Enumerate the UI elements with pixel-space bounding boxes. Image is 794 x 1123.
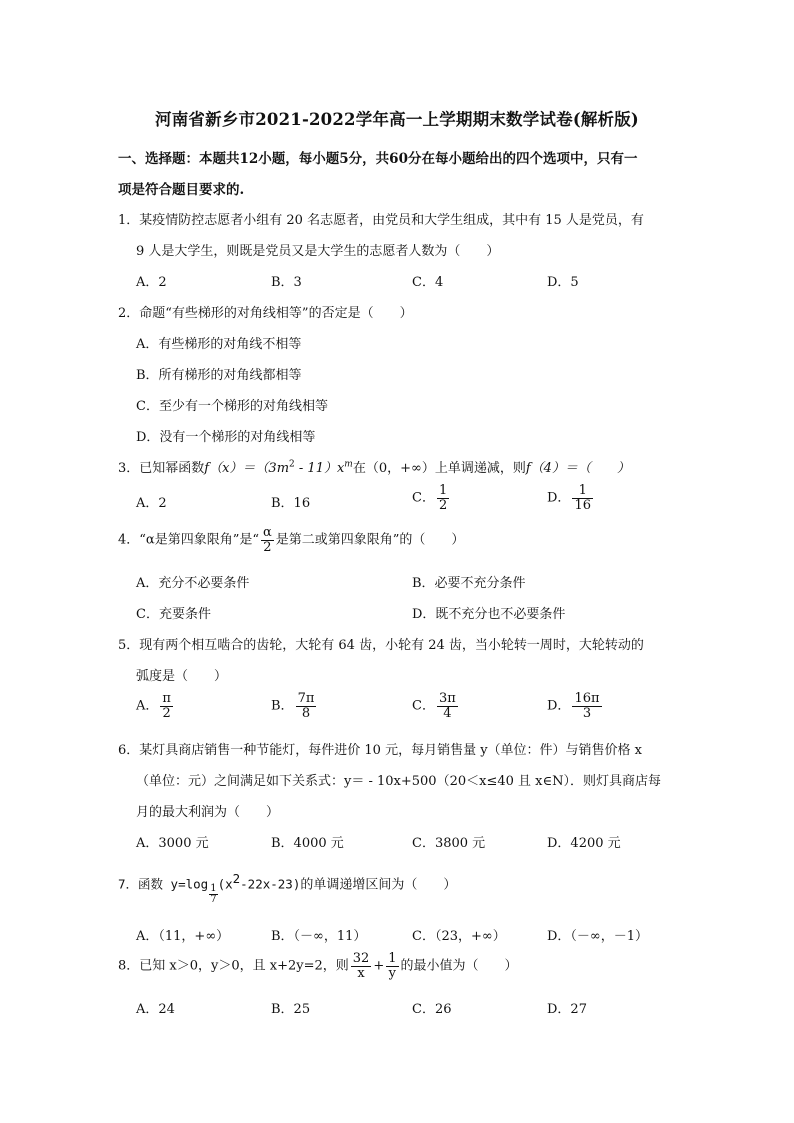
q2-option-a: A．有些梯形的对角线不相等 bbox=[136, 337, 302, 352]
q3-option-c-numerator: 1 bbox=[438, 483, 448, 498]
q6-option-a: A．3000 元 bbox=[136, 836, 209, 851]
q5-option-c-numerator: 3π bbox=[438, 691, 456, 706]
q1-option-d: D．5 bbox=[547, 275, 579, 290]
q5-option-b-fraction bbox=[296, 692, 317, 720]
q8-option-a: A．24 bbox=[136, 1002, 175, 1017]
q6-stem-line2: （单位：元）之间满足如下关系式：y＝ - 10x+500（20＜x≤40 且 x∈N）．则灯具商店每 bbox=[136, 774, 661, 789]
q3-option-c-fraction bbox=[437, 484, 449, 512]
q3-square: 2 bbox=[289, 459, 295, 470]
q2-stem: 2．命题“有些梯形的对角线相等”的否定是（ ） bbox=[118, 306, 413, 321]
q7-option-a: A．（11，+∞） bbox=[136, 929, 230, 944]
q4-option-c: C．充要条件 bbox=[136, 607, 211, 622]
q5-option-c-fraction bbox=[437, 692, 458, 720]
q3-option-c-denominator: 2 bbox=[438, 497, 448, 513]
q2-option-c: C．至少有一个梯形的对角线相等 bbox=[136, 399, 328, 414]
q5-option-a-denominator: 2 bbox=[162, 705, 171, 721]
q3-option-d-label: D． bbox=[547, 490, 571, 506]
q2-option-b: B．所有梯形的对角线都相等 bbox=[136, 368, 302, 383]
q5-option-b-denominator: 8 bbox=[301, 705, 311, 721]
q7-log-base-denominator: 7 bbox=[210, 894, 217, 906]
q1-option-a: A．2 bbox=[136, 275, 167, 290]
q8-stem bbox=[118, 952, 518, 980]
q2-option-d: D．没有一个梯形的对角线相等 bbox=[136, 430, 316, 445]
q7-argument-square: 2 bbox=[232, 871, 241, 886]
q3-option-b: B．16 bbox=[271, 496, 311, 511]
q5-option-d bbox=[547, 692, 604, 720]
q3-f4: f（4）＝（ ） bbox=[525, 461, 630, 476]
q8-fraction-1 bbox=[351, 952, 372, 980]
q5-stem-line1: 5．现有两个相互啮合的齿轮，大轮有 64 齿，小轮有 24 齿，当小轮转一周时，大轮转动的 bbox=[118, 638, 644, 653]
q8-suffix: 的最小值为（ ） bbox=[400, 958, 518, 974]
q5-option-c-denominator: 4 bbox=[443, 705, 452, 721]
q3-option-c-label: C． bbox=[412, 490, 435, 506]
q5-option-a-label: A． bbox=[136, 698, 159, 714]
q8-prefix: 8．已知 x＞0，y＞0，且 x+2y=2，则 bbox=[118, 958, 349, 974]
q1-option-b: B．3 bbox=[271, 275, 302, 290]
q8-option-d: D．27 bbox=[547, 1002, 587, 1017]
q4-option-b: B．必要不充分条件 bbox=[412, 576, 526, 591]
q6-stem-line3: 月的最大利润为（ ） bbox=[136, 805, 280, 820]
q5-option-c bbox=[412, 692, 460, 720]
q3-option-d-denominator: 16 bbox=[574, 497, 591, 513]
q7-log-base bbox=[209, 884, 217, 905]
q4-suffix: 是第二或第四象限角”的（ ） bbox=[275, 532, 465, 548]
q5-option-d-fraction bbox=[572, 692, 601, 720]
page-title: 河南省新乡市2021-2022学年高一上学期期末数学试卷(解析版) bbox=[155, 110, 639, 129]
q7-argument-b: -22x-23) bbox=[240, 876, 301, 892]
q3-option-c bbox=[412, 484, 451, 512]
q3-suffix: 在（0，+∞）上单调递减，则 bbox=[352, 461, 526, 476]
q5-option-b bbox=[271, 692, 318, 720]
q7-option-d: D．（－∞，－1） bbox=[547, 929, 649, 944]
q1-stem-line2: 9 人是大学生，则既是党员又是大学生的志愿者人数为（ ） bbox=[136, 244, 500, 259]
q4-option-a: A．充分不必要条件 bbox=[136, 576, 250, 591]
q3-function-mid: - 11）x bbox=[294, 461, 345, 476]
q8-fraction-1-numerator: 32 bbox=[352, 951, 370, 966]
q8-fraction-2 bbox=[386, 952, 398, 980]
q5-stem-line2: 弧度是（ ） bbox=[136, 669, 228, 684]
q5-option-d-numerator: 16π bbox=[574, 691, 600, 706]
q3-exponent: m bbox=[344, 459, 353, 470]
q8-plus: + bbox=[373, 958, 385, 974]
section-heading-line1: 一、选择题：本题共12小题，每小题5分，共60分在每小题给出的四个选项中，只有一 bbox=[118, 151, 638, 167]
q5-option-d-denominator: 3 bbox=[582, 705, 592, 721]
q6-option-b: B．4000 元 bbox=[271, 836, 344, 851]
q4-denominator: 2 bbox=[263, 539, 272, 555]
q5-option-c-label: C． bbox=[412, 698, 435, 714]
q4-stem bbox=[118, 526, 464, 554]
q5-option-a-fraction bbox=[160, 692, 173, 720]
q5-option-d-label: D． bbox=[547, 698, 571, 714]
q6-stem-line1: 6．某灯具商店销售一种节能灯，每件进价 10 元，每月销售量 y（单位：件）与销售价格 x bbox=[118, 743, 643, 758]
q7-prefix: 7．函数 y=log bbox=[118, 876, 209, 892]
q5-option-b-numerator: 7π bbox=[297, 691, 315, 706]
q6-option-d: D．4200 元 bbox=[547, 836, 621, 851]
q8-option-c: C．26 bbox=[412, 1002, 452, 1017]
q8-fraction-2-numerator: 1 bbox=[388, 951, 397, 966]
q1-option-c: C．4 bbox=[412, 275, 444, 290]
q7-argument-a: (x bbox=[217, 876, 233, 892]
q8-option-b: B．25 bbox=[271, 1002, 311, 1017]
q4-prefix: 4．“α是第四象限角”是“ bbox=[118, 532, 259, 548]
q7-option-b: B．（－∞，11） bbox=[271, 929, 367, 944]
q5-option-b-label: B． bbox=[271, 698, 294, 714]
q3-option-a: A．2 bbox=[136, 496, 167, 511]
q3-prefix: 3．已知幂函数 bbox=[118, 461, 205, 476]
q8-fraction-2-denominator: y bbox=[388, 965, 397, 981]
q5-option-a-numerator: π bbox=[162, 691, 171, 706]
q3-stem bbox=[118, 457, 630, 476]
q5-option-a bbox=[136, 692, 175, 720]
q3-option-d bbox=[547, 484, 595, 512]
q4-fraction bbox=[261, 526, 274, 554]
q4-numerator: α bbox=[263, 525, 272, 540]
q7-option-c: C．（23，+∞） bbox=[412, 929, 506, 944]
q7-stem bbox=[118, 871, 456, 905]
q3-function: f（x）＝（3m bbox=[204, 461, 290, 476]
q3-option-d-fraction bbox=[572, 484, 593, 512]
q7-log-base-numerator: 1 bbox=[210, 883, 217, 895]
q8-fraction-1-denominator: x bbox=[357, 965, 365, 981]
q3-option-d-numerator: 1 bbox=[572, 484, 593, 499]
q6-option-c: C．3800 元 bbox=[412, 836, 486, 851]
q1-stem-line1: 1．某疫情防控志愿者小组有 20 名志愿者，由党员和大学生组成，其中有 15 人是党员，有 bbox=[118, 213, 644, 228]
q7-suffix: 的单调递增区间为（ ） bbox=[300, 877, 457, 893]
section-heading-line2: 项是符合题目要求的. bbox=[118, 182, 245, 198]
q4-option-d: D．既不充分也不必要条件 bbox=[412, 607, 566, 622]
